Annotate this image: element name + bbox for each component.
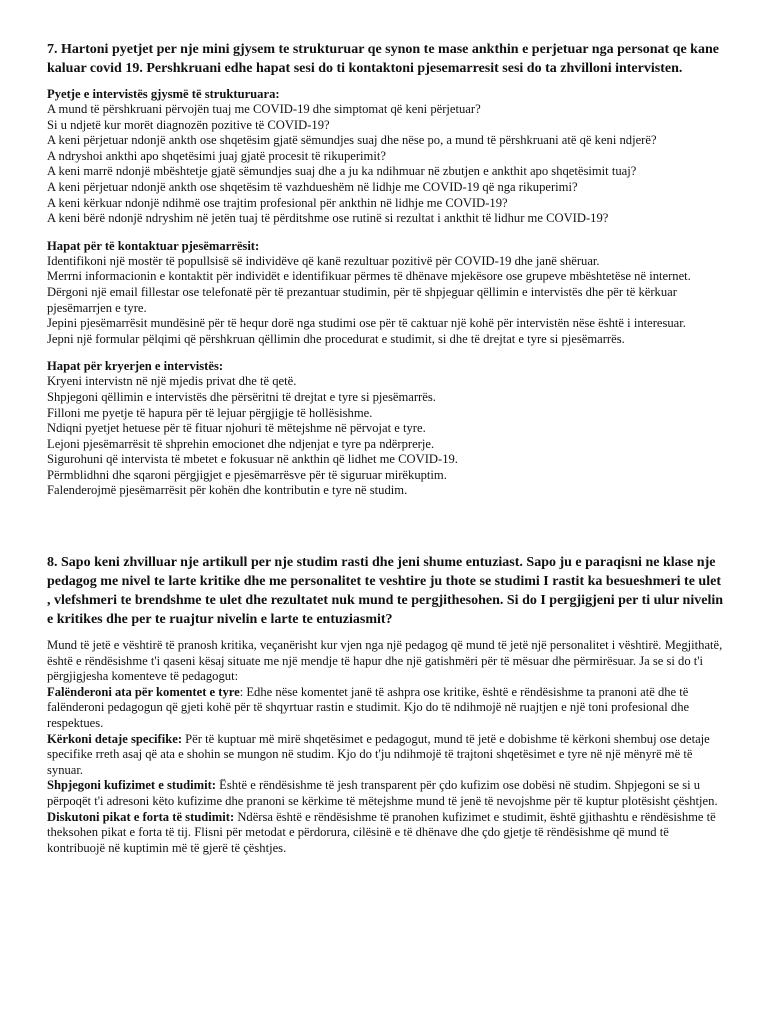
interview-step: Ndiqni pyetjet hetuese për të fituar njohuri të mëtejshme në përvojat e tyre. [47, 421, 426, 436]
question-7-heading: 7. Hartoni pyetjet per nje mini gjysem te strukturuar qe synon te mase ankthin e perjetuar nga personat qe kane kaluar covid 19. Pershkruani edhe hapat sesi do ti kontaktoni pjesemarresit sesi do ta zhvilloni intervisten. [47, 42, 719, 76]
interview-step: Përmblidhni dhe sqaroni përgjigjet e pjesëmarrësve për të siguruar mirëkuptim. [47, 467, 447, 482]
interview-step: Sigurohuni që intervista të mbetet e fokusuar në ankthin që lidhet me COVID-19. [47, 452, 458, 467]
answer-point-label: Shpjegoni kufizimet e studimit: [47, 778, 216, 793]
answer-point [47, 685, 723, 732]
interview-questions-title: Pyetje e intervistës gjysmë të strukturuara: [47, 87, 280, 101]
contact-step: Dërgoni një email fillestar ose telefonatë për të prezantuar studimin, për të shpjeguar qëllimin e intervistës dhe për të kërkuar pjesëmarrjen e tyre. [47, 284, 677, 315]
answer-point-text: Është e rëndësishme të jesh transparent për çdo kufizim ose dobësi në studim. Shpjegoni se si u përpoqët t'i adresoni këto kufizime dhe pranoni se kërkime të mëtejshme mund të jenë të nevojshme për të kuptur plotësisht çështjen. [47, 778, 718, 808]
answer-point-text: Ndërsa është e rëndësishme të pranohen kufizimet e studimit, është gjithashtu e rëndësishme të theksohen pikat e forta të tij. Flisni për metodat e përdorura, cilësinë e të dhënave dhe çdo gjetje të rëndësishme që mund të kontribuojë në kuptimin më të gjerë të çështjes. [47, 809, 716, 855]
interview-question: A keni bërë ndonjë ndryshim në jetën tuaj të përditshme ose rutinë si rezultat i ankthit të lidhur me COVID-19? [47, 211, 609, 226]
interview-question: A ndryshoi ankthi apo shqetësimi juaj gjatë procesit të rikuperimit? [47, 148, 386, 163]
answer-point [47, 810, 723, 857]
interview-steps-title: Hapat për kryerjen e intervistës: [47, 359, 224, 374]
answer-point-text: Për të kuptuar më mirë shqetësimet e pedagogut, mund të jetë e dobishme të kërkoni shembuj ose detaje specifike rreth asaj që ata e shohin se mungon në studim. Kjo do t'ju ndihmojë të trajtoni shqetësimet e tyre në një mënyrë më të synuar. [47, 731, 710, 777]
answer-point [47, 732, 723, 779]
contact-steps-title: Hapat për të kontaktuar pjesëmarrësit: [47, 238, 260, 253]
answer-point-label: Falënderoni ata për komentet e tyre [47, 684, 240, 699]
document-page [47, 40, 723, 856]
interview-question: A keni përjetuar ndonjë ankth ose shqetësim gjatë sëmundjes suaj dhe nëse po, a mund të përshkruani atë që keni ndjerë? [47, 133, 657, 148]
contact-step: Identifikoni një mostër të popullsisë së individëve që kanë rezultuar pozitivë për COVID-19 dhe janë shëruar. [47, 253, 600, 268]
answer-intro: Mund të jetë e vështirë të pranosh kritika, veçanërisht kur vjen nga një pedagog që mund të jetë një personalitet i vështirë. Megjithatë, është e rëndësishme t'i qaseni kësaj situate me një mendje të hapur dhe një gatishmëri për të mësuar dhe përmirësuar. Ja se si do t'i përgjigjesha komenteve të pedagogut: [47, 638, 723, 684]
interview-step: Falenderojmë pjesëmarrësit për kohën dhe kontributin e tyre në studim. [47, 483, 408, 498]
interview-step: Filloni me pyetje të hapura për të lejuar përgjigje të hollësishme. [47, 405, 373, 420]
interview-question: A keni kërkuar ndonjë ndihmë ose trajtim profesional për ankthin në lidhje me COVID-19? [47, 195, 508, 210]
answer-point-label: Kërkoni detaje specifike: [47, 731, 183, 746]
interview-step: Lejoni pjesëmarrësit të shprehin emocionet dhe ndjenjat e tyre pa ndërprerje. [47, 436, 435, 451]
interview-question: A keni marrë ndonjë mbështetje gjatë sëmundjes suaj dhe a ju ka ndihmuar në zbutjen e ankthit apo shqetësimit tuaj? [47, 164, 637, 179]
contact-step: Jepni një formular pëlqimi që përshkruan qëllimin dhe procedurat e studimit, si dhe të drejtat e tyre si pjesëmarrës. [47, 331, 625, 346]
question-8-heading: 8. Sapo keni zhvilluar nje artikull per nje studim rasti dhe jeni shume entuziast. Sapo ju e paraqisni ne klase nje pedagog me nivel te larte kritike dhe me personalitet te veshtire ju thote se studimi I rastit ka besueshmeri te ulet , vlefshmeri te brendshme te ulet dhe rezultatet nuk mund te pergjithesohen. Si do I pergjigjeni per ti ulur nivelin e kritikes dhe per te ruajtur nivelin e larte te entuziasmit? [47, 555, 724, 628]
contact-step: Jepini pjesëmarrësit mundësinë për të hequr dorë nga studimi ose për të caktuar një kohë për intervistën nëse është i interesuar. [47, 316, 686, 331]
interview-step: Shpjegoni qëllimin e intervistës dhe përsëritni të drejtat e tyre si pjesëmarrës. [47, 389, 436, 404]
interview-question: Si u ndjetë kur morët diagnozën pozitive të COVID-19? [47, 117, 330, 132]
interview-step: Kryeni intervistn në një mjedis privat dhe të qetë. [47, 374, 297, 389]
interview-question: A keni përjetuar ndonjë ankth ose shqetësim të vazhdueshëm në lidhje me COVID-19 që nga rikuperimi? [47, 179, 578, 194]
contact-step: Merrni informacionin e kontaktit për individët e identifikuar përmes të dhënave mjekësore ose grupeve mbështetëse në internet. [47, 269, 691, 284]
answer-point-label: Diskutoni pikat e forta të studimit: [47, 809, 235, 824]
answer-point-text: : Edhe nëse komentet janë të ashpra ose kritike, është e rëndësishme ta pranoni atë dhe të falënderoni pedagogun që gjeti kohë për të shqyrtuar rastin e studimit. Kjo do të ndihmojë në ruajtjen e një toni profesional dhe respektues. [47, 684, 690, 731]
answer-point [47, 778, 723, 809]
interview-question: A mund të përshkruani përvojën tuaj me COVID-19 dhe simptomat që keni përjetuar? [47, 102, 481, 116]
